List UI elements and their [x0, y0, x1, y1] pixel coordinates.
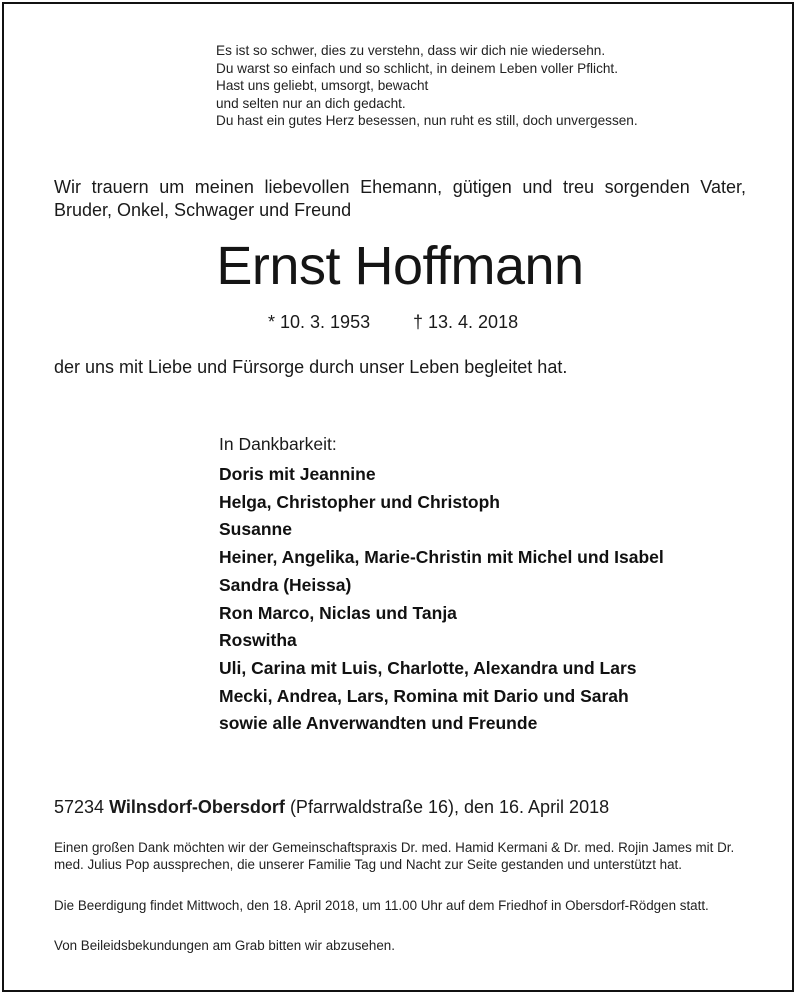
poem-line: und selten nur an dich gedacht. [216, 95, 406, 111]
mourner-line: Ron Marco, Niclas und Tanja [219, 602, 457, 623]
funeral-note: Die Beerdigung findet Mittwoch, den 18. April 2018, um 11.00 Uhr auf dem Friedhof in Obersdorf-Rödgen statt. [54, 898, 709, 913]
postal-code: 57234 [54, 797, 105, 817]
mourner-line: Uli, Carina mit Luis, Charlotte, Alexandra und Lars [219, 657, 637, 678]
condolence-note: Von Beileidsbekundungen am Grab bitten wir abzusehen. [54, 938, 395, 953]
mourner-line: Doris mit Jeannine [219, 464, 376, 484]
mourner-line: sowie alle Anverwandten und Freunde [219, 713, 538, 734]
poem-line: Du hast ein gutes Herz besessen, nun ruht es still, doch unvergessen. [216, 113, 638, 128]
birth-date: * 10. 3. 1953 [268, 312, 371, 332]
town-name: Wilnsdorf-Obersdorf [109, 797, 285, 817]
intro-text: Wir trauern um meinen liebevollen Ehemann, gütigen und treu sorgenden Vater, Bruder, Onkel, Schwager und Freund [54, 177, 746, 220]
poem-line: Hast uns geliebt, umsorgt, bewacht [216, 78, 429, 93]
mourners-section [219, 433, 759, 738]
poem [216, 42, 736, 130]
place-and-date [54, 796, 609, 818]
tagline: der uns mit Liebe und Fürsorge durch unser Leben begleitet hat. [54, 357, 568, 377]
mourner-line: Helga, Christopher und Christoph [219, 491, 500, 512]
poem-line: Es ist so schwer, dies zu verstehn, dass wir dich nie wiedersehn. [216, 43, 606, 58]
mourner-line: Sandra (Heissa) [219, 574, 352, 595]
thanks-note: Einen großen Dank möchten wir der Gemeinschaftspraxis Dr. med. Hamid Kermani & Dr. med. Rojin James mit Dr. med. Julius Pop aussprechen, die unserer Familie Tag und Nacht zur Seite gestanden und unterstützt hat. [54, 840, 735, 873]
address-and-date: (Pfarrwaldstraße 16), den 16. April 2018 [289, 797, 610, 817]
poem-line: Du warst so einfach und so schlicht, in deinem Leben voller Pflicht. [216, 60, 618, 76]
mourner-line: Susanne [219, 519, 292, 540]
thanks-label: In Dankbarkeit: [219, 434, 337, 454]
mourner-line: Heiner, Angelika, Marie-Christin mit Michel und Isabel [219, 547, 664, 568]
mourner-line: Roswitha [219, 630, 297, 651]
death-date: † 13. 4. 2018 [413, 312, 519, 332]
deceased-name: Ernst Hoffmann [216, 236, 584, 296]
mourner-line: Mecki, Andrea, Lars, Romina mit Dario und Sarah [219, 685, 629, 706]
